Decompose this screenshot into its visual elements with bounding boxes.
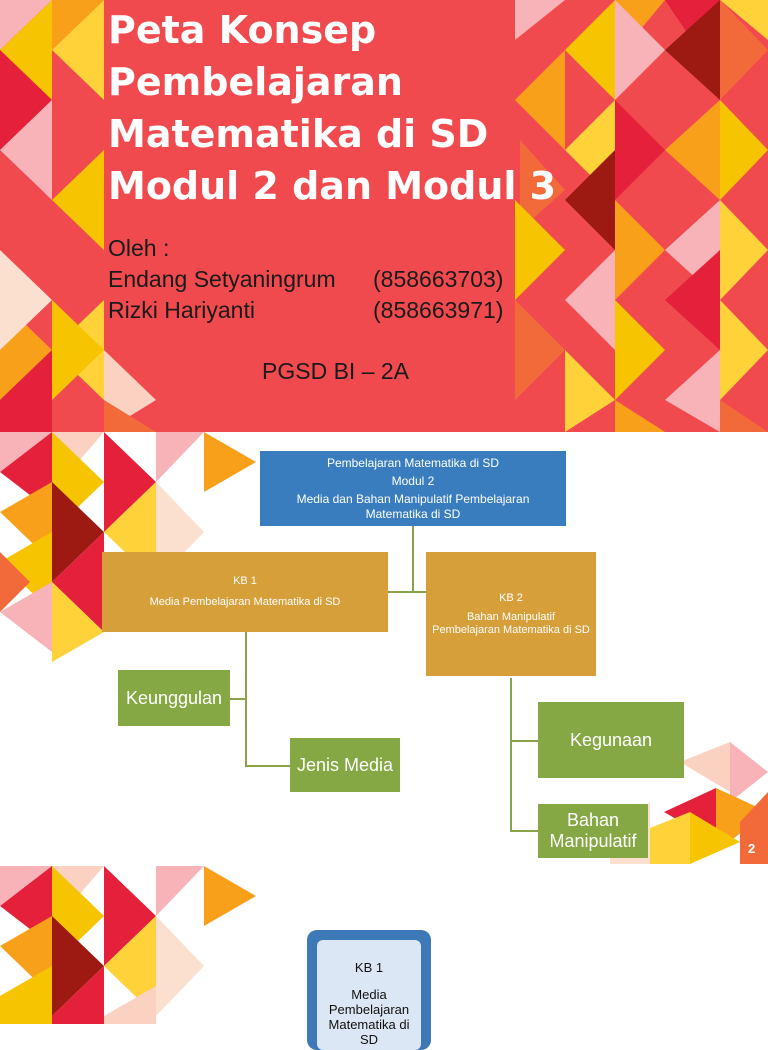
card-text: Media Pembelajaran Matematika di SD (328, 987, 410, 1047)
author-name: Endang Setyaningrum (108, 266, 336, 292)
kb2-label: KB 2 (499, 591, 523, 604)
byline-label: Oleh : (108, 235, 170, 261)
title-line: Matematika di SD (108, 112, 489, 156)
slide-number: 2 (748, 841, 756, 856)
kb1-card-body (317, 940, 421, 1050)
title-line: Peta Konsep (108, 8, 377, 52)
leaf-bahan-manipulatif: Bahan Manipulatif (538, 804, 648, 858)
connector-line (510, 740, 538, 742)
author-row (108, 295, 504, 326)
author-name: Rizki Hariyanti (108, 297, 255, 323)
connector-line (245, 765, 291, 767)
kb1-card (307, 930, 431, 1050)
root-node (260, 451, 566, 526)
root-line: Media dan Bahan Manipulatif Pembelajaran Matematika di SD (296, 491, 530, 521)
root-line: Modul 2 (391, 473, 435, 488)
kb1-text: Media Pembelajaran Matematika di SD (149, 596, 341, 608)
author-id: (858663703) (373, 266, 504, 292)
connector-line (228, 698, 246, 700)
kb1-node (102, 552, 388, 632)
connector-line (388, 591, 426, 593)
kb1-label: KB 1 (233, 575, 257, 587)
author-id: (858663971) (373, 297, 504, 323)
presentation-title (108, 4, 556, 212)
leaf-kegunaan: Kegunaan (538, 702, 684, 778)
author-block (108, 233, 504, 326)
root-line: Pembelajaran Matematika di SD (326, 455, 500, 470)
title-line: Pembelajaran (108, 60, 403, 104)
author-row (108, 264, 504, 295)
kb2-node (426, 552, 596, 676)
leaf-keunggulan: Keunggulan (118, 670, 230, 726)
concept-map-slide (0, 432, 768, 864)
card-label: KB 1 (354, 960, 384, 975)
title-line: Modul 2 dan Modul 3 (108, 164, 557, 208)
detail-slide (0, 866, 768, 1047)
connector-line (412, 526, 414, 592)
connector-line (510, 678, 512, 832)
leaf-jenis-media: Jenis Media (290, 738, 400, 792)
title-slide (0, 0, 768, 432)
class-name: PGSD BI – 2A (262, 358, 410, 384)
kb2-text: Bahan Manipulatif Pembelajaran Matematika di SD (432, 610, 590, 636)
connector-line (510, 830, 538, 832)
